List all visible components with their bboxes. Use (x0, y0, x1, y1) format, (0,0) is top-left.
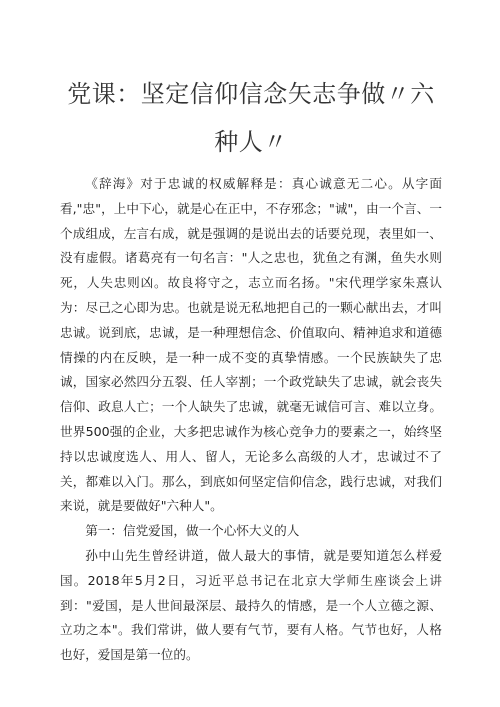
section-heading-first: 第一：信党爱国，做一个心怀大义的人 (85, 523, 300, 539)
document-title: 党课：坚定信仰信念矢志争做〃六种人〃 (67, 80, 435, 156)
paragraph-patriotism: 孙中山先生曾经讲道，做人最大的事情，就是要知道怎么样爱国。2018年5月2日，习近平总书记在北京大学师生座谈会上讲到："爱国，是人世间最深层、最持久的情感，是一个人立德之源、立功之本"。我们常讲，做人要有气节，要有人格。气节也好，人格也好，爱国是第一位的。 (60, 547, 442, 663)
paragraph-loyalty-definition: 《辞海》对于忠诚的权威解释是：真心诚意无二心。从字面看,"忠"，上中下心，就是心在正中，不存邪念；"诚"，由一个言、一个成组成，左言右成，就是强调的是说出去的话要兑现，表里如一、没有虚假。诸葛亮有一句名言："人之忠也，犹鱼之有渊，鱼失水则死，人失忠则凶。故良将守之，志立而名扬。"宋代理学家朱熹认为：尽己之心即为忠。也就是说无私地把自己的一颗心献出去，才叫忠诚。说到底，忠诚，是一种理想信念、价值取向、精神追求和道德情操的内在反映，是一种一成不变的真挚情感。一个民族缺失了忠诚，国家必然四分五裂、任人宰割；一个政党缺失了忠诚，就会丧失信仰、政息人亡；一个人缺失了忠诚，就毫无诚信可言、难以立身。世界500强的企业，大多把忠诚作为核心竞争力的要素之一，始终坚持以忠诚度选人、用人、留人，无论多么高级的人才，忠诚过不了关，都难以入门。那么，到底如何坚定信仰信念，践行忠诚，对我们来说，就是要做好"六种人"。 (60, 176, 442, 514)
